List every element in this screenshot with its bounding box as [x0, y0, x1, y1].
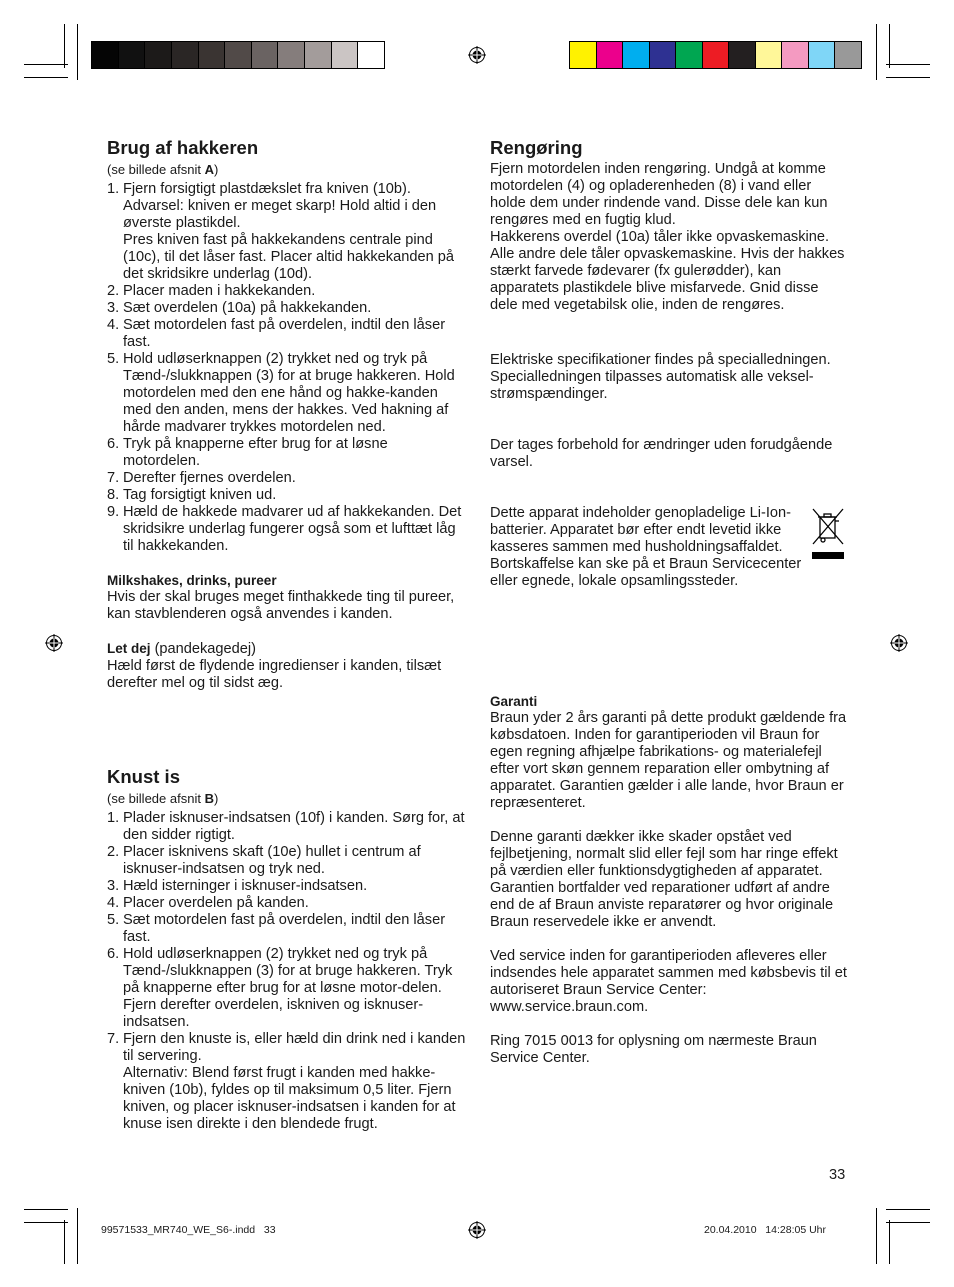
left-column-lower [107, 766, 467, 1133]
registration-mark-icon [890, 634, 908, 652]
step-text: Placer maden i hakkekanden. [123, 283, 316, 299]
color-swatch [304, 42, 331, 68]
left-column [107, 137, 467, 692]
registration-mark-icon [468, 46, 486, 64]
step-text: Hold udløserknappen (2) trykket ned og tryk på Tænd-/slukknappen (3) for at bruge hakkeren. Hold motordelen med den ene hånd og hakke-kanden med den anden, mens der hakkes. Ved hakning af hårde madvarer trykkes motordelen ned. [123, 351, 455, 435]
color-swatch [755, 42, 782, 68]
batter-title-suffix: (pandekagedej) [150, 641, 256, 657]
step-text: Derefter fjernes overdelen. [123, 470, 296, 486]
crop-mark [64, 24, 65, 68]
footer-timestamp: 20.04.2010 14:28:05 Uhr [704, 1224, 827, 1236]
registration-mark-icon [468, 1221, 486, 1239]
color-swatch [92, 42, 118, 68]
crop-mark [889, 1220, 890, 1264]
reservation-text: Der tages forbehold for ændringer uden forudgående varsel. [490, 437, 833, 470]
color-swatch [702, 42, 729, 68]
color-swatch [649, 42, 676, 68]
warranty-paragraph-3: Ved service inden for garantiperioden afleveres eller indsendes hele apparatet sammen med købsbevis til et autoriseret Braun Service Center: www.service.braun.com. [490, 948, 847, 1015]
cleaning-text: Fjern motordelen inden rengøring. Undgå at komme motordelen (4) og opladerenheden (8) i vand eller holde dem under rindende vand. Disse dele kan kun rengøres med en fugtig klud. Hakkerens overdel (10a) tåler ikke opvaskemaskine. Alle andre dele tåler opvaskemaskine. Hvis der hakkes stærkt farvede fødevarer (fx gulerødder), kan apparatets plastikdele blive misfarvede. Gnid disse dele med vegetabilsk olie, inden de rengøres. [490, 161, 845, 313]
page-number: 33 [829, 1167, 846, 1183]
step-item [107, 844, 467, 878]
grayscale-color-bar [91, 41, 385, 69]
crossed-out-wheelie-bin-icon [809, 506, 847, 562]
crop-mark [886, 77, 930, 78]
color-swatch [834, 42, 861, 68]
step-item [107, 317, 467, 351]
color-swatch [728, 42, 755, 68]
step-text: Plader isknuser-indsatsen (10f) i kanden. Sørg for, at den sidder rigtigt. [123, 810, 465, 843]
battery-text: Dette apparat indeholder genopladelige Li-Ion-batterier. Apparatet bør efter endt levetid ikke kasseres sammen med husholdningsaffaldet. Bortskaffelse kan ske på et Braun Servicecenter eller egnede, lokale opsamlingssteder. [490, 505, 802, 589]
color-swatch [331, 42, 358, 68]
step-item [107, 283, 467, 300]
step-item [107, 436, 467, 470]
crop-mark [77, 1208, 78, 1264]
milkshakes-heading: Milkshakes, drinks, pureer [107, 573, 277, 588]
color-swatch [570, 42, 596, 68]
step-item [107, 351, 467, 436]
crop-mark [24, 64, 68, 65]
color-swatch [808, 42, 835, 68]
chopper-steps-list [107, 181, 467, 555]
step-item [107, 946, 467, 1031]
warranty-paragraph-2: Denne garanti dækker ikke skader opstået ved fejlbetjening, normalt slid eller fejl som har ringe effekt på værdien eller funktionsdygtigheden af apparatet. Garantien bortfalder ved reparationer udført af andre end de af Braun anviste reparatører og hvor originale Braun reservedele ikke er anvendt. [490, 829, 838, 930]
step-number: 5. [107, 351, 120, 367]
crop-mark [889, 24, 890, 68]
color-swatch [357, 42, 384, 68]
step-number: 5. [107, 912, 120, 928]
footer-file-name: 99571533_MR740_WE_S6-.indd 33 [101, 1224, 276, 1236]
step-number: 8. [107, 487, 120, 503]
step-text: Sæt motordelen fast på overdelen, indtil den låser fast. [123, 317, 446, 350]
step-number: 3. [107, 878, 120, 894]
step-item [107, 810, 467, 844]
step-item [107, 487, 467, 504]
step-text: Tag forsigtigt kniven ud. [123, 487, 277, 503]
color-swatch [118, 42, 145, 68]
color-swatch [277, 42, 304, 68]
step-number: 7. [107, 470, 120, 486]
process-color-bar [569, 41, 862, 69]
step-item [107, 470, 467, 487]
step-item [107, 878, 467, 895]
figure-reference-suffix: ) [213, 162, 219, 177]
step-number: 3. [107, 300, 120, 316]
section-title-chopper: Brug af hakkeren [107, 137, 259, 158]
section-title-cleaning: Rengøring [490, 137, 583, 158]
electrical-block [490, 352, 852, 403]
color-swatch [675, 42, 702, 68]
batter-title: Let dej [107, 641, 151, 656]
step-item [107, 912, 467, 946]
step-text: Hold udløserknappen (2) trykket ned og tryk på Tænd-/slukknappen (3) for at bruge hakkeren. Tryk på knapperne efter brug for at løsne motor-delen. Fjern derefter overdelen, iskniven og isknuser-indsatsen. [123, 946, 453, 1030]
warranty-paragraph-4: Ring 7015 0013 for oplysning om nærmeste Braun Service Center. [490, 1033, 817, 1066]
step-number: 4. [107, 317, 120, 333]
step-number: 1. [107, 810, 120, 826]
figure-reference-suffix: ) [213, 791, 219, 806]
crop-mark [886, 1222, 930, 1223]
color-swatch [622, 42, 649, 68]
color-swatch [251, 42, 278, 68]
registration-mark-icon [45, 634, 63, 652]
color-swatch [198, 42, 225, 68]
step-text: Tryk på knapperne efter brug for at løsne motordelen. [123, 436, 388, 469]
crop-mark [876, 24, 877, 80]
warranty-heading: Garanti [490, 694, 538, 709]
step-number: 9. [107, 504, 120, 520]
step-text: Placer isknivens skaft (10e) hullet i centrum af isknuser-indsatsen og tryk ned. [123, 844, 421, 877]
step-text: Hæld isterninger i isknuser-indsatsen. [123, 878, 368, 894]
step-text: Sæt overdelen (10a) på hakkekanden. [123, 300, 372, 316]
warranty-paragraph-1: Braun yder 2 års garanti på dette produkt gældende fra købsdatoen. Inden for garantiperioden vil Braun for egen regning afhjælpe fabrikations- og materialefejl efter vort skøn gennem reparation eller ombytning af apparatet. Garantien gælder i alle lande, hvor Braun er repræsenteret. [490, 710, 847, 811]
figure-reference-prefix: (se billede afsnit [107, 791, 205, 806]
section-title-crushed-ice: Knust is [107, 766, 180, 787]
color-swatch [224, 42, 251, 68]
crop-mark [24, 1222, 68, 1223]
step-item [107, 1031, 467, 1133]
step-number: 7. [107, 1031, 120, 1047]
step-text: Fjern den knuste is, eller hæld din drink ned i kanden til servering. Alternativ: Blend først frugt i kanden med hakke-kniven (10b), fyldes op til maksimum 0,5 liter. Fjern kniven, og placer isknuser-indsatsen i kanden for at knuse isen direkte i den blendede frugt. [123, 1031, 466, 1132]
step-number: 6. [107, 436, 120, 452]
step-item [107, 504, 467, 555]
crop-mark [876, 1208, 877, 1264]
reservation-block [490, 437, 850, 471]
crop-mark [886, 64, 930, 65]
crop-mark [24, 1209, 68, 1210]
crop-mark [64, 1220, 65, 1264]
step-text: Fjern forsigtigt plastdækslet fra kniven (10b). Advarsel: kniven er meget skarp! Hold altid i den øverste plastikdel. Pres kniven fast på hakkekandens centrale pind (10c), til det låser fast. Placer altid hakkekanden på det skridsikre underlag (10d). [123, 181, 454, 282]
step-number: 6. [107, 946, 120, 962]
step-item [107, 895, 467, 912]
step-number: 4. [107, 895, 120, 911]
step-text: Sæt motordelen fast på overdelen, indtil den låser fast. [123, 912, 446, 945]
right-column [490, 137, 850, 314]
step-number: 2. [107, 844, 120, 860]
color-swatch [144, 42, 171, 68]
figure-reference [107, 161, 467, 178]
step-text: Placer overdelen på kanden. [123, 895, 309, 911]
figure-reference-prefix: (se billede afsnit [107, 162, 205, 177]
batter-text: Hæld først de flydende ingredienser i kanden, tilsæt derefter mel og til sidst æg. [107, 658, 442, 691]
figure-reference-letter: A [204, 162, 214, 177]
color-swatch [781, 42, 808, 68]
step-item [107, 181, 467, 283]
figure-reference-letter: B [204, 791, 214, 806]
batter-heading [107, 640, 467, 658]
crop-mark [77, 24, 78, 80]
color-swatch [596, 42, 623, 68]
step-number: 2. [107, 283, 120, 299]
step-text: Hæld de hakkede madvarer ud af hakkekanden. Det skridsikre underlag fungerer også som et lufttæt låg til hakkekanden. [123, 504, 462, 554]
warranty-block [490, 693, 850, 1067]
figure-reference [107, 790, 467, 807]
step-number: 1. [107, 181, 120, 197]
electrical-text: Elektriske specifikationer findes på specialledningen. Specialledningen tilpasses automatisk alle veksel-strømspændinger. [490, 352, 831, 402]
crop-mark [24, 77, 68, 78]
color-swatch [171, 42, 198, 68]
battery-block [490, 505, 805, 590]
crushed-ice-steps-list [107, 810, 467, 1133]
step-item [107, 300, 467, 317]
milkshakes-text: Hvis der skal bruges meget finthakkede ting til pureer, kan stavblenderen også anvendes i kanden. [107, 589, 455, 622]
crop-mark [886, 1209, 930, 1210]
